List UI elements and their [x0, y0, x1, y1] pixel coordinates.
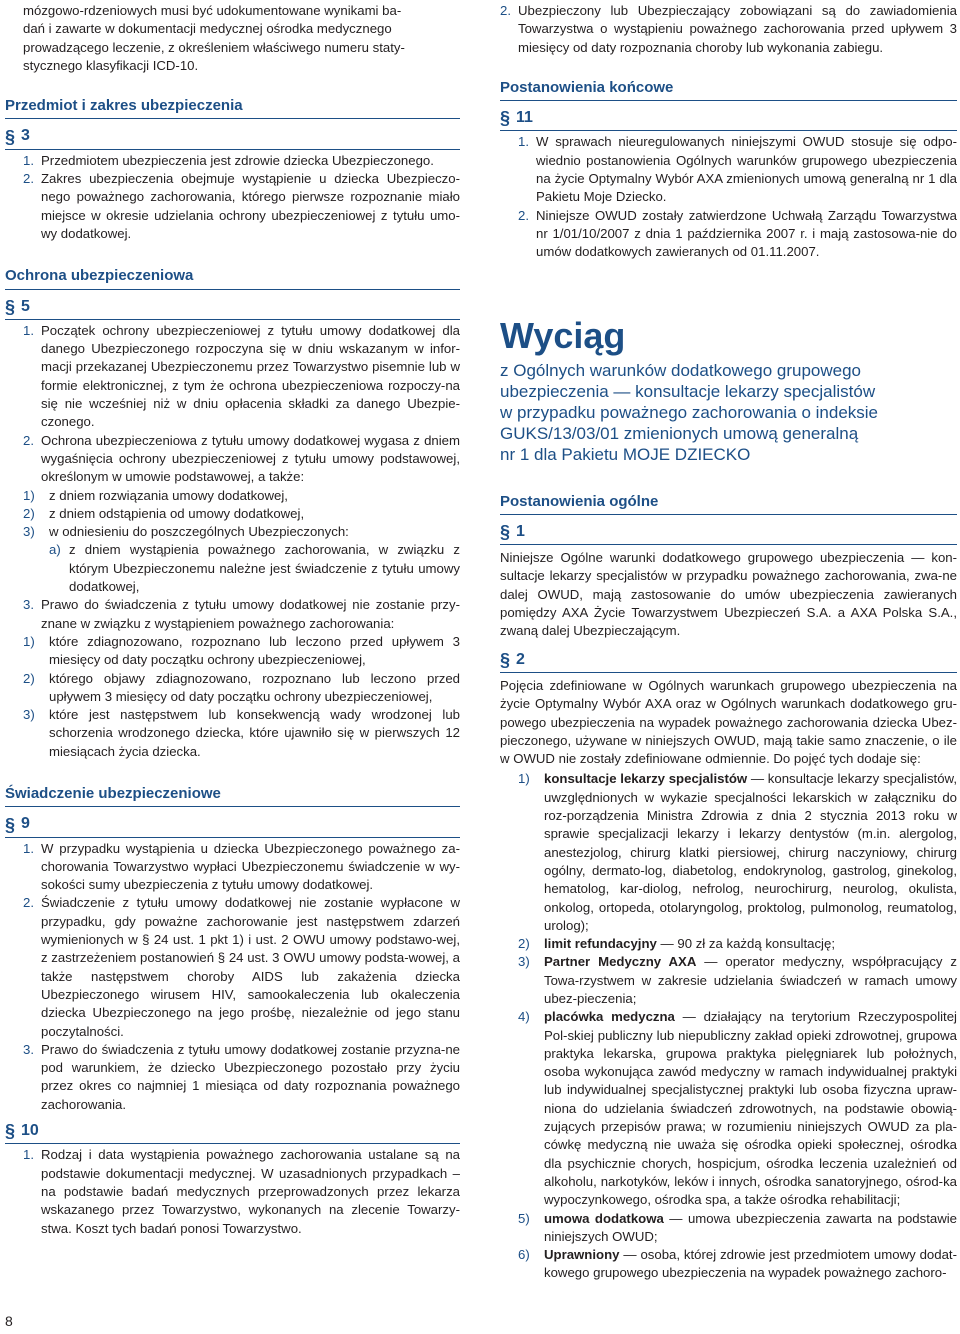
list-item: 1. Początek ochrony ubezpieczeniowej z tytułu umowy dodatkowej dla danego Ubezpieczonego rozpoczyna się w dniu wskazanym w infor-macji przekazanej Ubezpieczonemu przez Towarzystwo pisemnie lub w formie elektronicznej, z tym że ochrona ubezpieczeniowa rozpoczy-na się nie wcześniej niż w dniu opłacenia składki za danego Ubezpie-czonego.	[23, 322, 460, 430]
definition-item: 5) umowa dodatkowa — umowa ubezpieczenia zawarta na podstawie niniejszych OWUD;	[518, 1210, 957, 1244]
section-sign-icon: §	[500, 108, 511, 129]
definition-term: Uprawniony	[544, 1247, 620, 1263]
section-sign-icon: §	[5, 814, 16, 835]
paragraph-heading-5: § 5	[5, 298, 460, 320]
definition-item: 2) limit refundacyjny — 90 zł za każdą konsultację;	[518, 936, 835, 952]
par1-text: Niniejsze Ogólne warunki dodatkowego grupowego ubezpieczenia — kon-sultacje lekarzy specjalistów w przypadku poważnego zachorowania, zwa-ne dalej OWUD, mają zastosowanie do umów ubezpieczenia zawieranych pomiędzy AXA Życie Towarzystwem Ubezpieczeń S.A. a AXA Polska S.A., zwaną dalej Ubezpieczającym.	[500, 550, 957, 639]
par2-text: Pojęcia zdefiniowane w Ogólnych warunkach grupowego ubezpieczenia na życie Optymalny Wybór AXA oraz w Ogólnych warunkach dodatkowego gru-powego ubezpieczenia na wypadek poważnego zachorowania dziecka Ubez-pieczonego, używane w niniejszych OWUD, mają takie samo znaczenie, o ile w OWUD nie zostały zdefiniowane odmiennie. Do pojęć tych dodaje się:	[500, 677, 957, 767]
sub-sub-item: a) z dniem wystąpienia poważnego zachorowania, w związku z którym Ubezpieczonemu należne jest świadczenie z tytułu umowy dodatkowej,	[49, 542, 460, 595]
definition-term: konsultacje lekarzy specjalistów	[544, 771, 748, 787]
paragraph-heading-11: § 11	[500, 109, 957, 131]
par10-list	[5, 1146, 460, 1237]
page-number: 8	[5, 1313, 13, 1329]
paragraph-heading-9: § 9	[5, 815, 460, 837]
section-title-benefit: Świadczenie ubezpieczeniowe	[5, 785, 460, 807]
section-title-coverage: Ochrona ubezpieczeniowa	[5, 267, 460, 289]
intro-line: dań i zawarte w dokumentacji medycznej ośrodka medycznego	[23, 21, 392, 37]
intro-line: stycznego klasyfikacji ICD-10.	[23, 57, 199, 73]
right-column	[500, 0, 957, 1283]
definition-term: umowa dodatkowa	[544, 1210, 664, 1226]
definition-item: 4) placówka medyczna — działający na terytorium Rzeczypospolitej Pol-skiej publiczny lub niepubliczny zakład opieki zdrowotnej, grupowa praktyka lekarska, grupowa praktyka pielęgniarek lub położnych, osoba wykonująca zawód medyczny w ramach indywidualnej praktyki lub indywidualnej specjalistycznej praktyki lub osoba fizyczna upraw-niona do udzielania świadczeń zdrowotnych, na podstawie obowią-zujących przepisów prawa; w rozumieniu niniejszych OWUD za pla-cówkę medyczną nie uważa się ośrodka opieki społecznej, ośrodka dla psychicznie chorych, hospicjum, ośrodka leczenia uzależnień od alkoholu, narkotyków, leków i innych, ośrodka sanatoryjnego, ośrod-ka wypoczynkowego, ośrodka spa, a także ośrodka rehabilitacji;	[518, 1009, 957, 1208]
definition-text: — 90 zł za każdą konsultację;	[656, 936, 835, 952]
definition-item: 1) konsultacje lekarzy specjalistów — konsultacje lekarzy specjalistów, uwzględnionych w wykazie specjalności lekarskich w załączniku do roz-porządzenia Ministra Zdrowia z dnia 2 stycznia 2013 roku w sprawie specjalizacji lekarzy i lekarzy dentystów (m.in. alergolog, anestezjolog, chirurg klatki piersiowej, chirurg naczyniowy, chirurg ogólny, dermato-log, diabetolog, endokrynolog, gastrolog, ginekolog, hematolog, kar-diolog, nefrolog, neurochirurg, neurolog, okulista, onkolog, ortopeda, otolaryngolog, proktolog, pulmonolog, reumatolog, urolog);	[518, 771, 957, 933]
list-item: 2. Niniejsze OWUD zostały zatwierdzone Uchwałą Zarządu Towarzystwa nr 1/01/10/2007 z dnia 1 października 2007 r. i mają zastosowa-nie do umów dodatkowych zawieranych od 01.11.2007.	[518, 207, 957, 260]
definition-term: Partner Medyczny AXA	[544, 954, 697, 970]
document-title: Wyciąg	[500, 314, 626, 356]
list-item: 1. W sprawach nieuregulowanych niniejszymi OWUD stosuje się odpo-wiednio postanowienia Ogólnych warunków grupowego ubezpieczenia na życie Optymalny Wybór AXA zmienionych umową generalną nr 1 dla Pakietu Moje Dziecko.	[518, 134, 957, 205]
list-item: 1. W przypadku wystąpienia u dziecka Ubezpieczonego poważnego za-chorowania Towarzystwo wypłaci Ubezpieczonemu świadczenie w wy-sokości sumy ubezpieczenia z tytułu umowy dodatkowej.	[23, 840, 460, 893]
section-sign-icon: §	[500, 649, 511, 670]
sub-item: 3) które jest następstwem lub konsekwencją wady wrodzonej lub schorzenia wrodzonego dziecka, które ujawniło się w pierwszych 12 miesiącach życia dziecka.	[23, 707, 460, 759]
definition-text: — operator medyczny, współpracujący z Towa-rzystwem w zakresie udzielania świadczeń w ramach umowy ubez-pieczenia;	[544, 954, 958, 1006]
section-sign-icon: §	[500, 522, 511, 543]
paragraph-heading-1: § 1	[500, 523, 957, 545]
definition-text: — działający na terytorium Rzeczypospolitej Pol-skiej publiczny lub niepubliczny zakład opieki zdrowotnej, grupowa praktyka lekarska, grupowa praktyka pielęgniarek lub położnych, osoba wykonująca zawód medyczny w ramach indywidualnej praktyki lub indywidualnej specjalistycznej praktyki lub osoba fizyczna upraw-niona do udzielania świadczeń zdrowotnych, na podstawie obowią-zujących przepisów prawa; w rozumieniu niniejszych OWUD za pla-cówkę medyczną nie uważa się ośrodka opieki społecznej, ośrodka dla psychicznie chorych, hospicjum, ośrodka leczenia uzależnień od alkoholu, narkotyków, leków i innych, ośrodka sanatoryjnego, ośrod-ka wypoczynkowego, ośrodka spa, a także ośrodka rehabilitacji;	[544, 1009, 957, 1208]
par3-list	[5, 152, 460, 243]
definition-text: — konsultacje lekarzy specjalistów, uwzględnionych w wykazie specjalności lekarskich w załączniku do roz-porządzenia Ministra Zdrowia z dnia 2 stycznia 2013 roku w sprawie specjalizacji lekarzy i lekarzy dentystów (m.in. alergolog, anestezjolog, chirurg klatki piersiowej, chirurg naczyniowy, chirurg ogólny, dermato-log, diabetolog, endokrynolog, gastrolog, ginekolog, hematolog, kar-diolog, nefrolog, neurochirurg, neurolog, okulista, onkolog, ortopeda, otolaryngolog, proktolog, pulmonolog, reumatolog, urolog);	[544, 771, 957, 933]
list-item: 1. Rodzaj i data wystąpienia poważnego zachorowania ustalane są na podstawie dokumentacji medycznej. W uzasadnionych przypadkach – na podstawie badań medycznych przeprowadzonych przez lekarza wskazanego przez Towarzystwo, wykonanych na zlecenie Towarzy-stwa. Koszt tych badań ponosi Towarzystwo.	[23, 1147, 460, 1236]
list-item: 2. Zakres ubezpieczenia obejmuje wystąpienie u dziecka Ubezpieczo-nego poważnego zachorowania, którego pierwsze rozpoznanie miało miejsce w okresie udzielania ochrony ubezpieczeniowej z tytułu umo-wy dodatkowej.	[23, 171, 460, 241]
list-item: 3. Prawo do świadczenia z tytułu umowy dodatkowej nie zostanie przy-znane w związku z wystąpieniem poważnego zachorowania:	[23, 597, 460, 631]
subtitle-line: GUKS/13/03/01 zmienionych umową generalną	[500, 423, 859, 443]
definition-item: 3) Partner Medyczny AXA — operator medyczny, współpracujący z Towa-rzystwem w zakresie udzielania świadczeń w ramach umowy ubez-pieczenia;	[518, 954, 958, 1006]
definition-term: placówka medyczna	[544, 1009, 675, 1025]
par5-list	[5, 322, 460, 761]
section-sign-icon: §	[5, 126, 16, 147]
section-sign-icon: §	[5, 1121, 16, 1142]
section-title-general-provisions: Postanowienia ogólne	[500, 493, 957, 515]
subtitle-line: ubezpieczenia — konsultacje lekarzy specjalistów	[500, 381, 876, 401]
definition-term: limit refundacyjny	[544, 936, 657, 952]
list-item: 3. Prawo do świadczenia z tytułu umowy dodatkowej zostanie przyzna-ne pod warunkiem, że dziecko Ubezpieczonego pozostało przy życiu przez okres co najmniej 1 miesiąca od daty rozpoznania poważnego zachorowania.	[23, 1041, 460, 1112]
section-sign-icon: §	[5, 296, 16, 317]
sub-item: 2) z dniem odstąpienia od umowy dodatkowej,	[23, 505, 305, 521]
par11-list	[500, 133, 957, 261]
subtitle-line: z Ogólnych warunków dodatkowego grupowego	[500, 360, 862, 380]
subtitle-line: nr 1 dla Pakietu MOJE DZIECKO	[500, 444, 751, 464]
document-subtitle	[500, 360, 957, 465]
paragraph-heading-2: § 2	[500, 651, 957, 673]
par9-list	[5, 840, 460, 1114]
sub-item: 2) którego objawy zdiagnozowano, rozpoznano lub leczono przed upływem 3 miesięcy od daty początku ochrony ubezpieczeniowej,	[23, 670, 460, 704]
subtitle-line: w przypadku poważnego zachorowania o indeksie	[500, 402, 879, 422]
section-title-subject: Przedmiot i zakres ubezpieczenia	[5, 97, 460, 119]
definition-text: — osoba, której zdrowie jest przedmiotem umowy dodat-kowego grupowego ubezpieczenia na wypadek poważnego zachoro-	[544, 1247, 957, 1281]
paragraph-heading-3: § 3	[5, 127, 460, 149]
sub-item: 1) z dniem rozwiązania umowy dodatkowej,	[23, 487, 288, 503]
left-column	[5, 0, 460, 1238]
intro-line: prowadzącego leczenie, z określeniem właściwego numeru staty-	[23, 39, 405, 55]
definition-text: — umowa ubezpieczenia zawarta na podstawie niniejszych OWUD;	[544, 1210, 957, 1244]
list-item: 2. Ubezpieczony lub Ubezpieczający zobowiązani są do zawiadomienia Towarzystwa o wystąpieniu poważnego zachorowania przed upływem 3 miesięcy od daty rozpoznania choroby lub wykonania zabiegu.	[500, 3, 957, 55]
intro-paragraph	[5, 0, 460, 75]
list-item: 2. Świadczenie z tytułu umowy dodatkowej nie zostanie wypłacone w przypadku, gdy poważne zachorowanie jest następstwem zdarzeń wymienionych w § 24 ust. 1 pkt 1) i ust. 2 OWU umowy podstawo-wej, z zastrzeżeniem postanowień § 24 ust. 3 OWU umowy podsta-wowej, a także następstwem choroby AIDS lub zakażenia dziecka Ubezpieczonego wirusem HIV, samookaleczenia lub okaleczenia dziecka Ubezpieczonego na jego prośbę, niezależnie od jego stanu poczytalności.	[23, 895, 460, 1039]
intro-line: mózgowo-rdzeniowych musi być udokumentowane wynikami ba-	[23, 3, 402, 18]
section-title-final-provisions: Postanowienia końcowe	[500, 79, 957, 101]
list-item: 1. Przedmiotem ubezpieczenia jest zdrowie dziecka Ubezpieczonego.	[23, 152, 434, 168]
paragraph-heading-10: § 10	[5, 1122, 460, 1144]
definitions-list	[500, 770, 957, 1282]
sub-item: 1) które zdiagnozowano, rozpoznano lub leczono przed upływem 3 miesięcy od daty początku ochrony ubezpieczeniowej,	[23, 633, 460, 668]
list-item: 2. Ochrona ubezpieczeniowa z tytułu umowy dodatkowej wygasa z dniem wygaśnięcia ochrony ubezpieczeniowej z tytułu umowy podstawowej, określonym w umowie podstawowej, a także:	[23, 432, 460, 485]
sub-item: 3) w odniesieniu do poszczególnych Ubezpieczonych:	[23, 524, 349, 540]
definition-item: 6) Uprawniony — osoba, której zdrowie jest przedmiotem umowy dodat-kowego grupowego ubezpieczenia na wypadek poważnego zachoro-	[518, 1247, 957, 1281]
